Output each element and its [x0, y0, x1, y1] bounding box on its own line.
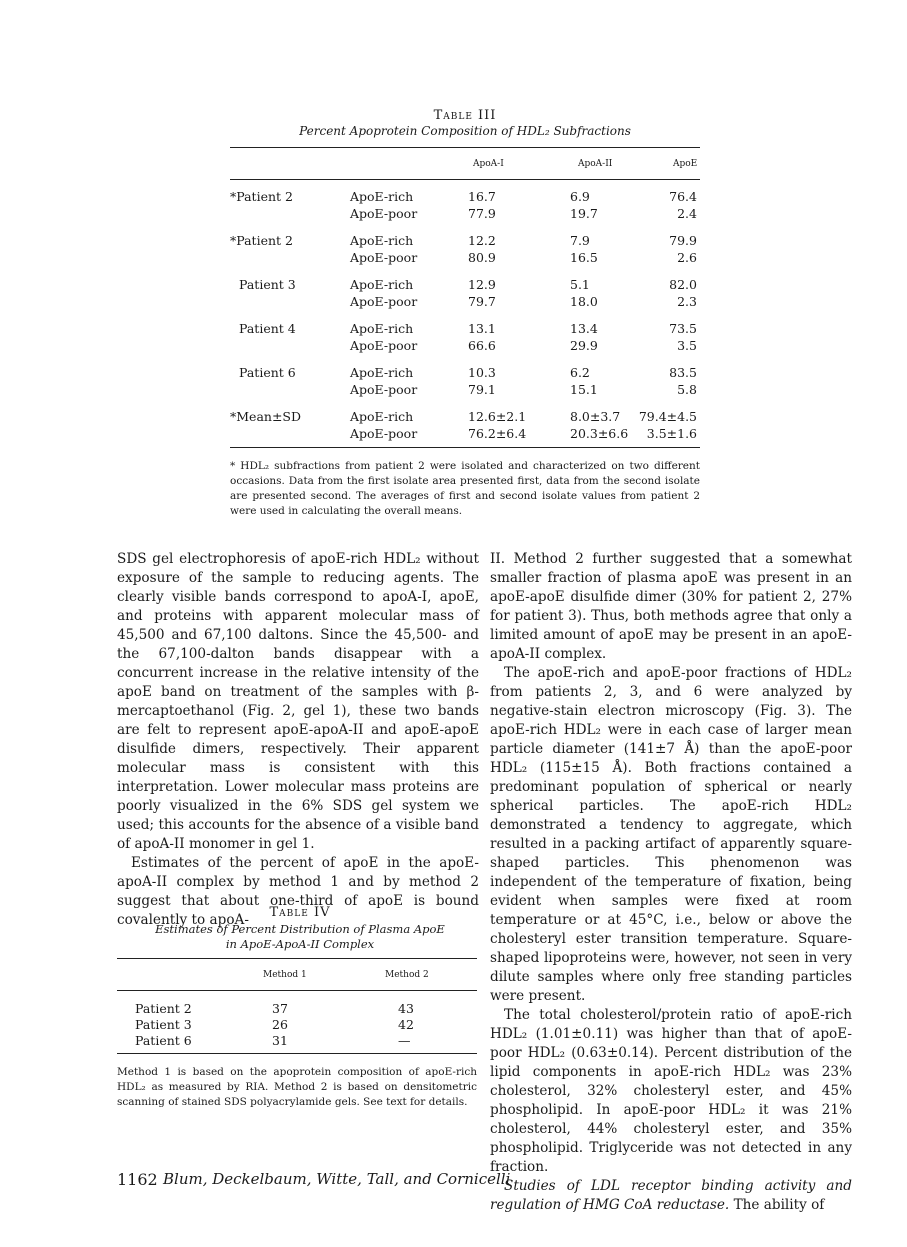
left-paragraph-2: Estimates of the percent of apoE in the apoE-apoA-II complex by method 1 and by method 2 suggest that about one-third of apoE is bound covalently to apoA-: [117, 855, 479, 928]
patient-label: *Patient 2: [230, 233, 293, 248]
table3-col-apoa2: ApoA-II: [578, 159, 613, 169]
apoe-value: 2.4: [677, 206, 697, 221]
section-text: The ability of: [729, 1197, 825, 1213]
fraction-label: ApoE-poor: [350, 250, 418, 265]
apoa2-value: 8.0±3.7: [570, 409, 621, 424]
apoe-value: 3.5: [677, 338, 697, 353]
apoa1-value: 76.2±6.4: [468, 426, 527, 441]
apoe-value: 79.4±4.5: [638, 409, 697, 424]
apoa2-value: 29.9: [570, 338, 598, 353]
apoa1-value: 80.9: [468, 250, 496, 265]
fraction-label: ApoE-rich: [350, 189, 414, 204]
table4-col-method1: Method 1: [263, 970, 307, 980]
apoe-value: 2.6: [677, 250, 697, 265]
table3-group: [230, 320, 700, 364]
table4-bottom-rule: [117, 1053, 477, 1054]
apoa1-value: 79.1: [468, 382, 496, 397]
table3-footnote: * HDL₂ subfractions from patient 2 were isolated and characterized on two different occasions. Data from the first isolate area presented first, data from the second isolate are presented second. The averages of first and second isolate values from patient 2 were used in calculating the overall means.: [230, 460, 700, 517]
page-number: 1162: [117, 1170, 158, 1189]
right-paragraph-2: The apoE-rich and apoE-poor fractions of HDL₂ from patients 2, 3, and 6 were analyzed by negative-stain electron microscopy (Fig. 3). The apoE-rich HDL₂ were in each case of larger mean particle diameter (141±7 Å) than the apoE-poor HDL₂ (115±15 Å). Both fractions contained a predominant population of spherical or nearly spherical particles. The apoE-rich HDL₂ demonstrated a tendency to aggregate, which resulted in a packing artifact of apparently square-shaped particles. This phenomenon was independent of the temperature of fixation, being evident when samples were fixed at room temperature or at 45°C, i.e., below or above the cholesteryl ester transition temperature. Square-shaped lipoproteins were, however, not seen in very dilute samples where only free standing particles were present.: [490, 665, 852, 1004]
apoa2-value: 13.4: [570, 321, 598, 336]
table4-method2-value: —: [398, 1033, 411, 1048]
apoe-value: 2.3: [677, 294, 697, 309]
apoa2-value: 19.7: [570, 206, 598, 221]
apoa1-value: 13.1: [468, 321, 496, 336]
table4-footnote: Method 1 is based on the apoprotein composition of apoE-rich HDL₂ as measured by RIA. Method 2 is based on densitometric scanning of stained SDS polyacrylamide gels. See text for details.: [117, 1066, 477, 1108]
table3-body: [230, 188, 700, 452]
patient-label: *Patient 2: [230, 189, 293, 204]
table3-title: Table III: [433, 108, 497, 123]
table3-col-apoa1: ApoA-I: [473, 159, 504, 169]
patient-label: Patient 4: [239, 321, 296, 336]
fraction-label: ApoE-rich: [350, 409, 414, 424]
table4-method1-value: 26: [272, 1017, 288, 1032]
table4-row-label: Patient 6: [135, 1033, 192, 1048]
apoe-value: 3.5±1.6: [646, 426, 697, 441]
apoa2-value: 6.2: [570, 365, 590, 380]
fraction-label: ApoE-poor: [350, 426, 418, 441]
apoe-value: 5.8: [677, 382, 697, 397]
table4-title: Table IV: [269, 905, 331, 920]
apoe-value: 82.0: [669, 277, 697, 292]
patient-label: *Mean±SD: [230, 409, 302, 424]
apoa1-value: 10.3: [468, 365, 496, 380]
fraction-label: ApoE-poor: [350, 382, 418, 397]
apoa2-value: 16.5: [570, 250, 598, 265]
table4-caption-line1: Estimates of Percent Distribution of Plasma ApoE: [155, 922, 445, 936]
fraction-label: ApoE-rich: [350, 277, 414, 292]
patient-label: Patient 6: [239, 365, 296, 380]
apoa2-value: 6.9: [570, 189, 590, 204]
table4-caption-line2: in ApoE-ApoA-II Complex: [225, 937, 375, 951]
table4-row-label: Patient 3: [135, 1017, 192, 1032]
fraction-label: ApoE-poor: [350, 294, 418, 309]
apoa1-value: 12.9: [468, 277, 496, 292]
fraction-label: ApoE-rich: [350, 365, 414, 380]
table3-header-rule: [230, 179, 700, 180]
apoa2-value: 20.3±6.6: [570, 426, 629, 441]
table4-method1-value: 31: [272, 1033, 288, 1048]
fraction-label: ApoE-poor: [350, 338, 418, 353]
apoa1-value: 66.6: [468, 338, 496, 353]
apoe-value: 73.5: [669, 321, 697, 336]
table3-group: [230, 188, 700, 232]
table4-caption: [120, 922, 480, 952]
right-paragraph-1: II. Method 2 further suggested that a somewhat smaller fraction of plasma apoE was present in an apoE-apoE disulfide dimer (30% for patient 2, 27% for patient 3). Thus, both methods agree that only a limited amount of apoE may be present in an apoE-apoA-II complex.: [490, 551, 852, 662]
right-paragraph-3: The total cholesterol/protein ratio of apoE-rich HDL₂ (1.01±0.11) was higher than that of apoE-poor HDL₂ (0.63±0.14). Percent distribution of the lipid components in apoE-rich HDL₂ was 23% cholesterol, 32% cholesteryl ester, and 45% phospholipid. In apoE-poor HDL₂ it was 21% cholesterol, 44% cholesteryl ester, and 35% phospholipid. Triglyceride was not detected in any fraction.: [490, 1007, 852, 1175]
table4-method2-value: 42: [398, 1017, 414, 1032]
table4-col-method2: Method 2: [385, 970, 429, 980]
apoa1-value: 12.2: [468, 233, 496, 248]
table4-top-rule: [117, 958, 477, 959]
apoa1-value: 16.7: [468, 189, 496, 204]
table3-caption: Percent Apoprotein Composition of HDL₂ Subfractions: [299, 124, 631, 138]
apoa2-value: 7.9: [570, 233, 590, 248]
apoe-value: 83.5: [669, 365, 697, 380]
table3-group: [230, 408, 700, 452]
apoa2-value: 15.1: [570, 382, 598, 397]
table4-header-rule: [117, 990, 477, 991]
section-heading: Studies of LDL receptor binding activity and regulation of HMG CoA reductase.: [490, 1178, 852, 1213]
left-paragraph-1: SDS gel electrophoresis of apoE-rich HDL₂ without exposure of the sample to reducing agents. The clearly visible bands correspond to apoA-I, apoE, and proteins with apparent molecular mass of 45,500 and 67,100 daltons. Since the 45,500- and the 67,100-dalton bands disappear with a concurrent increase in the relative intensity of the apoE band on treatment of the samples with β-mercaptoethanol (Fig. 2, gel 1), these two bands are felt to represent apoE-apoA-II and apoE-apoE disulfide dimers, respectively. Their apparent molecular mass is consistent with this interpretation. Lower molecular mass proteins are poorly visualized in the 6% SDS gel system we used; this accounts for the absence of a visible band of apoA-II monomer in gel 1.: [117, 551, 479, 852]
left-column: [117, 550, 479, 930]
right-paragraph-4: [490, 1177, 852, 1215]
table4-row-label: Patient 2: [135, 1001, 192, 1016]
table3-bottom-rule: [230, 447, 700, 448]
patient-label: Patient 3: [239, 277, 296, 292]
table3-col-apoe: ApoE: [673, 159, 698, 169]
apoa2-value: 18.0: [570, 294, 598, 309]
table3-group: [230, 276, 700, 320]
apoa1-value: 77.9: [468, 206, 496, 221]
apoa1-value: 12.6±2.1: [468, 409, 527, 424]
fraction-label: ApoE-rich: [350, 233, 414, 248]
table3-group: [230, 364, 700, 408]
apoe-value: 76.4: [669, 189, 697, 204]
fraction-label: ApoE-rich: [350, 321, 414, 336]
fraction-label: ApoE-poor: [350, 206, 418, 221]
table3-top-rule: [230, 147, 700, 148]
running-authors: Blum, Deckelbaum, Witte, Tall, and Cornicelli: [163, 1170, 511, 1188]
table3-group: [230, 232, 700, 276]
table4-method1-value: 37: [272, 1001, 288, 1016]
table4-method2-value: 43: [398, 1001, 414, 1016]
apoa1-value: 79.7: [468, 294, 496, 309]
right-column: [490, 550, 852, 1215]
apoe-value: 79.9: [669, 233, 697, 248]
apoa2-value: 5.1: [570, 277, 590, 292]
